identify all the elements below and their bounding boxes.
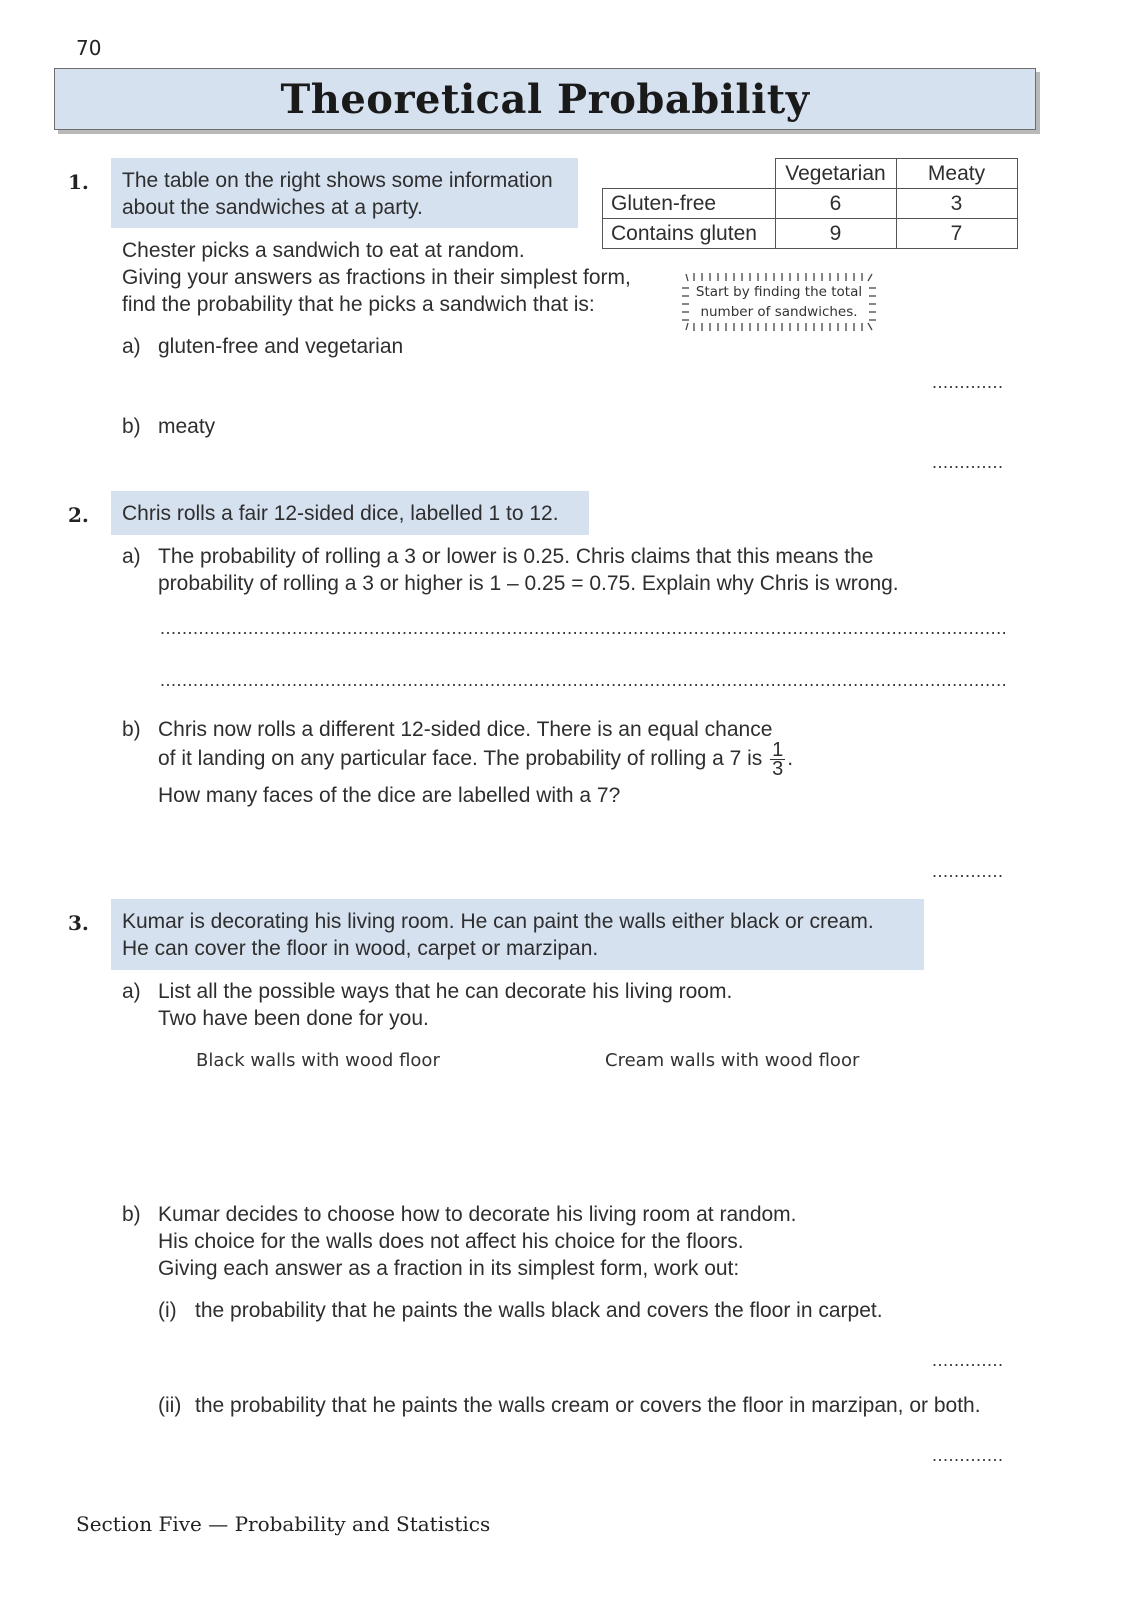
q2b-line2-wrap <box>158 741 793 778</box>
table-cell: 3 <box>896 189 1017 219</box>
q3b-line2: His choice for the walls does not affect his choice for the floors. <box>158 1230 744 1253</box>
page-title: Theoretical Probability <box>280 75 810 123</box>
q1b-text: meaty <box>158 415 216 438</box>
q2-number: 2. <box>68 503 89 527</box>
q2a-answer-line2[interactable]: .......................................................................................................................................................... <box>160 670 1008 690</box>
q3bi-answer-line[interactable]: ............. <box>932 1350 1004 1370</box>
q3-intro-line1: Kumar is decorating his living room. He can paint the walls either black or cream. <box>122 910 874 933</box>
q2b-line3: How many faces of the dice are labelled with a 7? <box>158 784 621 807</box>
row-label-gluten-free: Gluten-free <box>603 189 776 219</box>
q1b-label: b) <box>122 415 141 438</box>
q2b-line2-end: . <box>787 747 794 771</box>
q3a-line1: List all the possible ways that he can decorate his living room. <box>158 980 733 1003</box>
title-banner <box>54 68 1036 130</box>
table-corner <box>603 159 776 189</box>
page-number: 70 <box>76 36 102 60</box>
q3bi-label: (i) <box>158 1299 177 1322</box>
q1-body-line3: find the probability that he picks a sandwich that is: <box>122 293 595 316</box>
q2b-line1: Chris now rolls a different 12-sided dice. There is an equal chance <box>158 718 773 741</box>
col-header-vegetarian: Vegetarian <box>775 159 896 189</box>
q1a-text: gluten-free and vegetarian <box>158 335 404 358</box>
fraction-numerator: 1 <box>772 739 784 761</box>
section-footer: Section Five — Probability and Statistics <box>76 1512 491 1536</box>
hint-line2: number of sandwiches. <box>700 304 858 320</box>
q1-number: 1. <box>68 170 89 194</box>
hint-note <box>680 270 878 334</box>
q2a-answer-line1[interactable]: .......................................................................................................................................................... <box>160 618 1008 638</box>
sandwich-table <box>602 158 1018 249</box>
q1a-answer-line[interactable]: ............. <box>932 372 1004 392</box>
q1-body-line2: Giving your answers as fractions in their simplest form, <box>122 266 631 289</box>
q3b-line1: Kumar decides to choose how to decorate his living room at random. <box>158 1203 797 1226</box>
q3b-label: b) <box>122 1203 141 1226</box>
q2a-line2: probability of rolling a 3 or higher is 1 – 0.25 = 0.75. Explain why Chris is wrong. <box>158 572 899 595</box>
table-cell: 6 <box>775 189 896 219</box>
q3-intro-line2: He can cover the floor in wood, carpet or marzipan. <box>122 937 599 960</box>
q3a-label: a) <box>122 980 141 1003</box>
q3bi-text: the probability that he paints the walls black and covers the floor in carpet. <box>195 1299 883 1322</box>
q3bii-text: the probability that he paints the walls cream or covers the floor in marzipan, or both. <box>195 1394 981 1417</box>
q3bii-answer-line[interactable]: ............. <box>932 1445 1004 1465</box>
one-third-fraction <box>770 741 785 778</box>
q3b-line3: Giving each answer as a fraction in its simplest form, work out: <box>158 1257 740 1280</box>
q1-body-line1: Chester picks a sandwich to eat at random. <box>122 239 525 262</box>
q2b-answer-line[interactable]: ............. <box>932 861 1004 881</box>
q1-intro-line2: about the sandwiches at a party. <box>122 196 423 219</box>
fraction-denominator: 3 <box>772 758 784 780</box>
q1b-answer-line[interactable]: ............. <box>932 452 1004 472</box>
q2b-line2: of it landing on any particular face. The probability of rolling a 7 is <box>158 747 763 771</box>
q2b-label: b) <box>122 718 141 741</box>
table-cell: 9 <box>775 219 896 249</box>
q3a-line2: Two have been done for you. <box>158 1007 429 1030</box>
q2a-line1: The probability of rolling a 3 or lower is 0.25. Chris claims that this means the <box>158 545 874 568</box>
sandwich-table-wrap <box>602 158 1018 249</box>
q3a-example2: Cream walls with wood floor <box>605 1050 860 1071</box>
q3-number: 3. <box>68 911 89 935</box>
hint-line1: Start by finding the total <box>695 284 863 300</box>
q1a-label: a) <box>122 335 141 358</box>
q3a-example1: Black walls with wood floor <box>196 1050 440 1071</box>
q1-intro-line1: The table on the right shows some information <box>122 169 553 192</box>
row-label-contains-gluten: Contains gluten <box>603 219 776 249</box>
table-cell: 7 <box>896 219 1017 249</box>
col-header-meaty: Meaty <box>896 159 1017 189</box>
q2-intro: Chris rolls a fair 12-sided dice, labelled 1 to 12. <box>122 502 559 525</box>
q3bii-label: (ii) <box>158 1394 182 1417</box>
q2a-label: a) <box>122 545 141 568</box>
